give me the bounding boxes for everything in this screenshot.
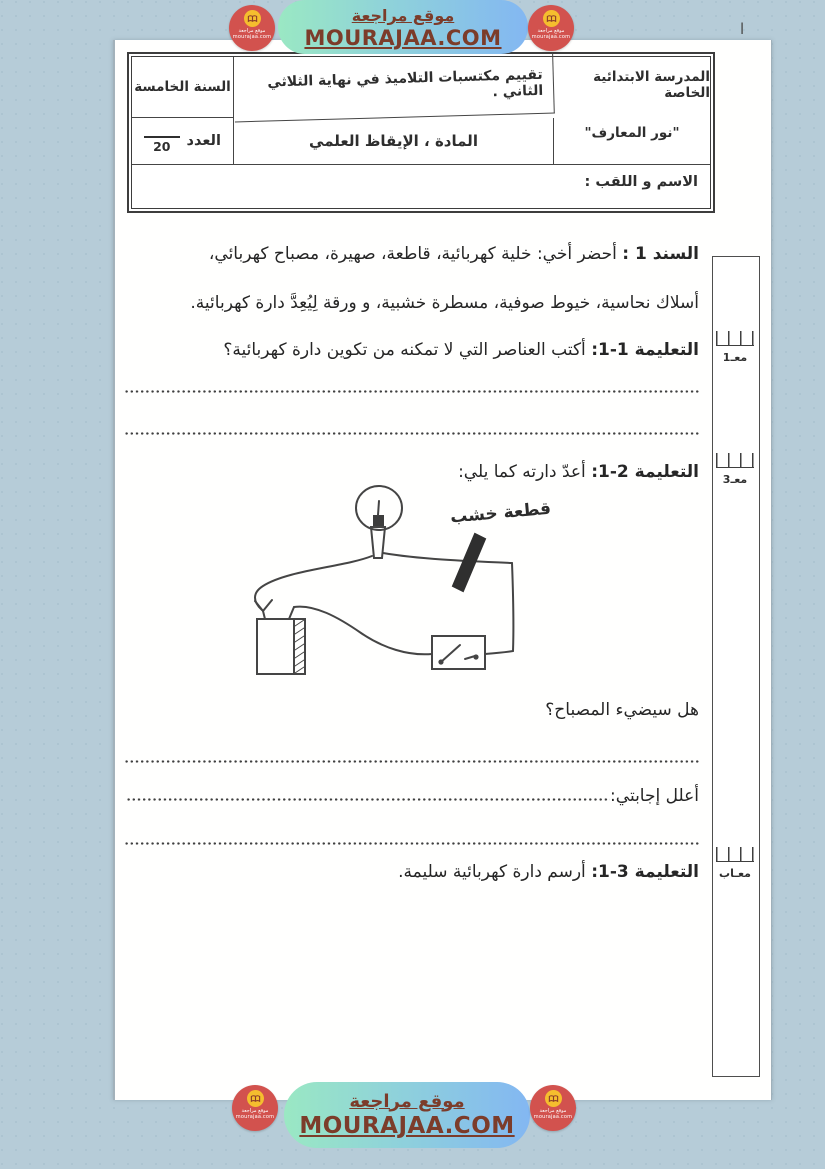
exam-title-cell [233, 53, 555, 123]
badge-small-arabic: موقع مراجعة [241, 1108, 269, 1114]
score-tick-boxes-2 [716, 453, 754, 468]
support1-text2: أسلاك نحاسية، خيوط صوفية، مسطرة خشبية، و ورقة لِيُعِدَّ دارة كهربائية. [190, 293, 699, 313]
support1-text: أحضر أخي: خلية كهربائية، قاطعة، صهيرة، مصباح كهربائي، [208, 244, 623, 264]
justify-line [125, 786, 699, 806]
exam-title: تقييم مكتسبات التلاميذ في نهاية الثلاثي الثاني . [267, 66, 544, 101]
badge-small-domain: mourajaa.com [235, 1113, 275, 1120]
instruction2-text: أعدّ دارته كما يلي: [458, 462, 592, 482]
top-left-site-badge [229, 5, 275, 51]
support1-line2 [123, 291, 699, 316]
score-mark-3: معـاب [719, 867, 751, 880]
subject-label: المادة ، الإيقاظ العلمي [309, 132, 478, 150]
instruction1-label: التعليمة 1-1: [591, 340, 699, 360]
bottom-right-site-badge [530, 1085, 576, 1131]
score-mark-1: معـ1 [722, 351, 748, 364]
name-row [132, 165, 710, 208]
answer-dotted-line-2 [125, 432, 699, 435]
badge-small-arabic: موقع مراجعة [238, 28, 266, 34]
bottom-site-domain: MOURAJAA.COM [299, 1113, 515, 1140]
score-tick-boxes-3 [716, 847, 754, 862]
book-icon [543, 10, 560, 27]
book-icon [545, 1090, 562, 1107]
badge-small-domain: mourajaa.com [531, 33, 571, 40]
score-label: العدد [186, 133, 221, 149]
subject-cell [234, 118, 554, 165]
support1-label: السند 1 : [622, 244, 699, 264]
top-site-banner [278, 0, 528, 54]
book-icon [247, 1090, 264, 1107]
school-cell [554, 57, 710, 165]
score-total-fraction: 20 [144, 136, 179, 154]
corner-pen-mark: ا [740, 20, 745, 38]
instruction1-line [123, 338, 699, 363]
exam-sheet-page [113, 40, 772, 1100]
bottom-left-site-badge [232, 1085, 278, 1131]
book-icon [244, 10, 261, 27]
score-cell [132, 118, 234, 165]
grade-cell [132, 57, 234, 118]
answer-dotted-line-4 [125, 842, 699, 845]
circuit-diagram [232, 475, 602, 710]
question-line [123, 698, 699, 723]
wood-piece-label: قطعة خشب [449, 498, 552, 528]
instruction3-label: التعليمة 3-1: [591, 862, 699, 882]
top-site-domain: MOURAJAA.COM [304, 25, 502, 50]
battery-icon [257, 619, 305, 674]
badge-small-arabic: موقع مراجعة [539, 1108, 567, 1114]
name-label: الاسم و اللقب : [584, 174, 698, 190]
answer-dotted-line-1 [125, 390, 699, 393]
instruction1-text: أكتب العناصر التي لا تمكنه من تكوين دارة كهربائية؟ [223, 340, 592, 360]
instruction3-line [123, 860, 699, 885]
exam-header-table-inner [131, 56, 711, 209]
top-site-name-arabic: موقع مراجعة [351, 5, 455, 25]
school-title: "نور المعارف" [584, 125, 680, 141]
score-mark-2: معـ3 [722, 473, 748, 486]
score-tick-boxes-1 [716, 331, 754, 346]
bottom-site-name-arabic: موقع مراجعة [349, 1090, 465, 1112]
instruction2-label: التعليمة 2-1: [591, 462, 699, 482]
justify-dots [127, 798, 610, 801]
bottom-site-banner [284, 1082, 530, 1148]
support1-line1 [123, 242, 699, 267]
score-margin-strip [712, 256, 760, 1077]
answer-dotted-line-3 [125, 760, 699, 763]
instruction3-text: أرسم دارة كهربائية سليمة. [398, 862, 592, 882]
badge-small-arabic: موقع مراجعة [537, 28, 565, 34]
question-text: هل سيضيء المصباح؟ [545, 700, 699, 720]
school-name: المدرسة الابتدائية الخاصة [593, 69, 710, 101]
badge-small-domain: mourajaa.com [533, 1113, 573, 1120]
grade-label: السنة الخامسة [134, 79, 231, 95]
arrowhead [255, 600, 272, 611]
top-right-site-badge [528, 5, 574, 51]
justify-label: أعلل إجابتي: [610, 786, 699, 806]
exam-header-table [127, 52, 715, 213]
badge-small-domain: mourajaa.com [232, 33, 272, 40]
